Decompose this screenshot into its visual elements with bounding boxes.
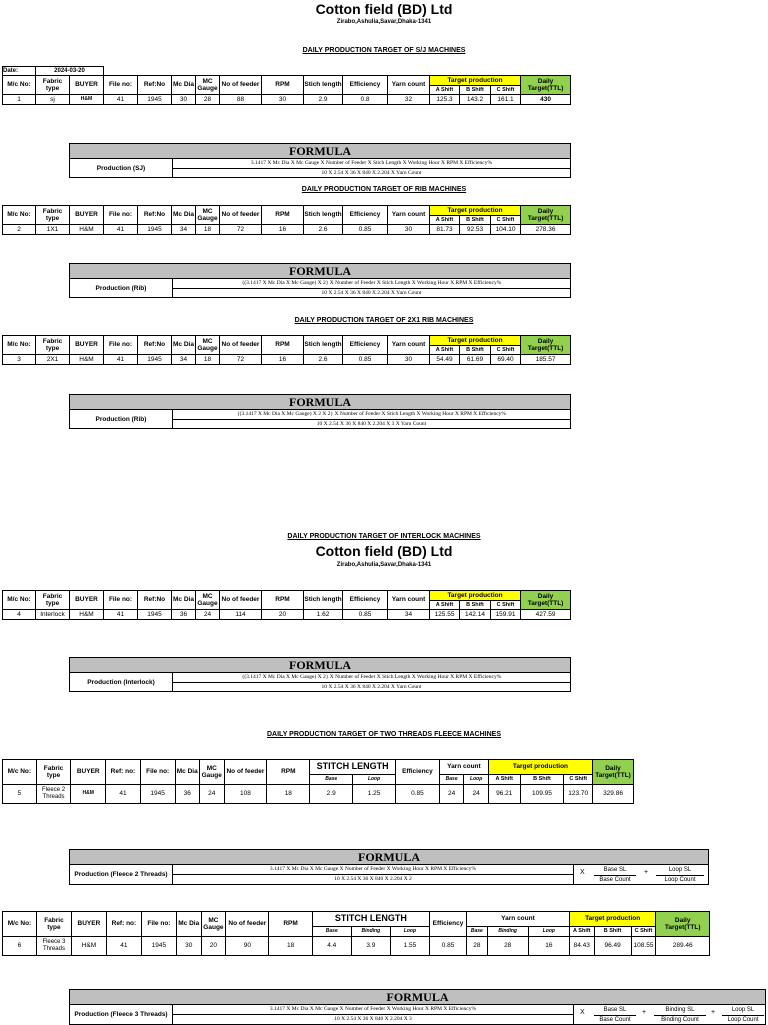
formula-numerator: {(3.1417 X Mc Dia X Mc Gauge) X 2} X Number of Feeder X Stich Length X Working Hour X RPM X Efficiency%: [241, 280, 502, 286]
hdr-efficiency: Efficiency: [430, 912, 467, 937]
cell-b-shift: 96.49: [594, 937, 631, 956]
formula-denominator: 10 X 2.54 X 36 X 840 X 2.204 X 3: [173, 1014, 573, 1024]
hdr-ref-no: Ref:No: [138, 206, 172, 225]
hdr-yc-loop: Loop: [528, 927, 569, 937]
formula-denominator: 10 X 2.54 X 36 X 840 X 2.204 X 3 X Yarn Count: [173, 419, 570, 429]
hdr-daily-target: Daily Target(TTL): [521, 76, 571, 95]
hdr-target-production: Target production: [488, 760, 592, 775]
hdr-mc-gauge: MC Gauge: [200, 760, 225, 785]
cell-a-shift: 84.43: [569, 937, 594, 956]
hdr-b-shift: B Shift: [460, 86, 491, 95]
hdr-c-shift: C Shift: [564, 775, 593, 785]
cell-buyer: H&M: [70, 355, 104, 365]
hdr-fabric-type: Fabric type: [36, 760, 71, 785]
formula-divider: [573, 1005, 574, 1024]
cell-ttl: 289.46: [656, 937, 710, 956]
hdr-target-production: Target production: [430, 591, 521, 601]
fleece3-formula-box: [69, 989, 766, 1025]
hdr-b-shift: B Shift: [460, 346, 491, 355]
company-address: Zirabo,Ashulia,Savar,Dhaka-1341: [336, 19, 432, 25]
hdr-a-shift: A Shift: [430, 216, 460, 225]
hdr-yarn-count: Yarn count: [388, 591, 430, 610]
cell-yc-binding: 28: [487, 937, 528, 956]
cell-mc-no: 2: [3, 225, 36, 235]
cell-a-shift: 81.73: [430, 225, 460, 235]
cell-feeder: 114: [220, 610, 262, 620]
table-row: [3, 355, 571, 365]
formula-loop-count: Loop Count: [656, 875, 704, 885]
hdr-mc-dia: Mc Dia: [172, 336, 196, 355]
formula-label: Production (Rib): [70, 279, 173, 297]
cell-eff: 0.85: [343, 225, 388, 235]
hdr-buyer: BUYER: [70, 76, 104, 95]
formula-numerator: {(3.1417 X Mc Dia X Mc Gauge) X 2} X Number of Feeder X Stich Length X Working Hour X RPM X Efficiency%: [241, 674, 502, 680]
hdr-sl-loop: Loop: [353, 775, 396, 785]
hdr-c-shift: C Shift: [491, 216, 521, 225]
hdr-efficiency: Efficiency: [396, 760, 440, 785]
interlock-production-table: [2, 590, 571, 620]
hdr-rpm: RPM: [262, 336, 304, 355]
cell-mc-no: 1: [3, 95, 36, 105]
cell-a-shift: 125.3: [430, 95, 460, 105]
hdr-stich-length: Stich length: [304, 336, 343, 355]
cell-buyer: H&M: [71, 937, 106, 956]
hdr-daily-target: Daily Target(TTL): [521, 591, 571, 610]
hdr-no-of-feeder: No of feeder: [224, 760, 267, 785]
cell-eff: 0.8: [343, 95, 388, 105]
fleece2-production-table: [2, 759, 634, 804]
rib2-section-title: DAILY PRODUCTION TARGET OF 2X1 RIB MACHINES: [294, 317, 474, 324]
cell-fabric: Interlock: [36, 610, 70, 620]
interlock-section-title: DAILY PRODUCTION TARGET OF INTERLOCK MACHINES: [287, 533, 481, 540]
hdr-buyer: BUYER: [71, 912, 106, 937]
cell-a-shift: 96.21: [488, 785, 520, 804]
formula-numerator: {(3.1417 X Mc Dia X Mc Gauge) X 2 X 2} X Number of Feeder X Stich Length X Working Hour X RPM X Efficiency%: [236, 411, 507, 417]
hdr-sl-loop: Loop: [390, 927, 429, 937]
formula-denominator: 10 X 2.54 X 36 X 840 X 2.204 X Yarn Count: [173, 288, 570, 298]
company-address-2: Zirabo,Ashulia,Savar,Dhaka-1341: [336, 562, 432, 568]
hdr-c-shift: C Shift: [491, 86, 521, 95]
cell-dia: 30: [172, 95, 196, 105]
date-value: 2024-03-20: [36, 67, 104, 76]
hdr-sl-binding: Binding: [351, 927, 390, 937]
cell-feeder: 72: [220, 225, 262, 235]
hdr-no-of-feeder: No of feeder: [220, 591, 262, 610]
hdr-buyer: BUYER: [71, 760, 106, 785]
cell-eff: 0.85: [396, 785, 440, 804]
cell-c-shift: 123.70: [564, 785, 593, 804]
hdr-yarn-count: Yarn count: [467, 912, 570, 927]
hdr-file-no: File no:: [104, 591, 138, 610]
hdr-mc-no: M/c No:: [3, 76, 36, 95]
hdr-c-shift: C Shift: [491, 346, 521, 355]
cell-sl: 2.6: [304, 355, 343, 365]
cell-sl: 2.6: [304, 225, 343, 235]
hdr-rpm: RPM: [267, 760, 310, 785]
formula-heading: FORMULA: [70, 658, 570, 673]
hdr-target-production: Target production: [430, 336, 521, 346]
hdr-ref-no: Ref:No: [138, 591, 172, 610]
cell-rpm: 18: [267, 785, 310, 804]
cell-mc-no: 6: [3, 937, 37, 956]
formula-label: Production (SJ): [70, 159, 173, 177]
hdr-mc-gauge: MC Gauge: [201, 912, 226, 937]
formula-denominator: 10 X 2.54 X 36 X 840 X 2.204 X Yarn Count: [173, 168, 570, 178]
cell-mc-no: 3: [3, 355, 36, 365]
hdr-mc-dia: Mc Dia: [172, 206, 196, 225]
formula-numerator: 3.1417 X Mc Dia X Mc Gauge X Number of Feeder X Working Hour X RPM X Efficiency%: [269, 1006, 477, 1012]
cell-gauge: 18: [196, 355, 220, 365]
formula-binding-sl: Binding SL: [665, 1007, 695, 1013]
hdr-daily-target: Daily Target(TTL): [521, 336, 571, 355]
hdr-rpm: RPM: [262, 591, 304, 610]
cell-c-shift: 159.91: [491, 610, 521, 620]
hdr-ref-no: Ref:No: [138, 76, 172, 95]
formula-label: Production (Fleece 3 Threads): [70, 1005, 173, 1024]
hdr-no-of-feeder: No of feeder: [220, 76, 262, 95]
formula-base-count: Base Count: [594, 875, 636, 885]
hdr-mc-dia: Mc Dia: [172, 76, 196, 95]
cell-c-shift: 69.40: [491, 355, 521, 365]
hdr-mc-dia: Mc Dia: [175, 760, 200, 785]
hdr-yc-loop: Loop: [464, 775, 489, 785]
cell-feeder: 88: [220, 95, 262, 105]
cell-c-shift: 108.55: [631, 937, 656, 956]
cell-b-shift: 61.69: [460, 355, 491, 365]
hdr-daily-target: Daily Target(TTL): [656, 912, 710, 937]
hdr-efficiency: Efficiency: [343, 591, 388, 610]
cell-rpm: 18: [269, 937, 312, 956]
fleece2-section-title: DAILY PRODUCTION TARGET OF TWO THREADS FLEECE MACHINES: [267, 731, 501, 738]
hdr-mc-no: M/c No:: [3, 760, 37, 785]
cell-ref-no: 41: [106, 785, 141, 804]
hdr-ref-no: Ref: no:: [106, 760, 141, 785]
hdr-buyer: BUYER: [70, 206, 104, 225]
hdr-mc-dia: Mc Dia: [176, 912, 201, 937]
hdr-daily-target: Daily Target(TTL): [521, 206, 571, 225]
hdr-rpm: RPM: [262, 76, 304, 95]
company-name-2: Cotton field (BD) Ltd: [315, 543, 453, 559]
formula-multiply: X: [580, 869, 585, 876]
formula-label: Production (Rib): [70, 410, 173, 428]
formula-numerator: 3.1417 X Mc Dia X Mc Gauge X Number of Feeder X Stich Length X Working Hour X RPM X Efficiency%: [250, 160, 493, 166]
table-row: [3, 610, 571, 620]
cell-file-no: 41: [104, 225, 138, 235]
cell-dia: 34: [172, 225, 196, 235]
hdr-sl-base: Base: [312, 927, 351, 937]
hdr-target-production: Target production: [430, 206, 521, 216]
date-label: Date:: [3, 67, 36, 76]
cell-a-shift: 125.55: [430, 610, 460, 620]
hdr-mc-no: M/c No:: [3, 206, 36, 225]
cell-fabric: 2X1: [36, 355, 70, 365]
hdr-no-of-feeder: No of feeder: [220, 336, 262, 355]
cell-yarn: 32: [388, 95, 430, 105]
cell-fabric: Fleece 2 Threads: [36, 785, 71, 804]
cell-gauge: 20: [201, 937, 226, 956]
table-row: [3, 785, 634, 804]
hdr-sl-base: Base: [310, 775, 353, 785]
cell-ttl: 185.57: [521, 355, 571, 365]
hdr-mc-gauge: MC Gauge: [196, 336, 220, 355]
cell-mc-no: 5: [3, 785, 37, 804]
cell-fabric: 1X1: [36, 225, 70, 235]
cell-rpm: 30: [262, 95, 304, 105]
hdr-file-no: File no:: [104, 206, 138, 225]
cell-yarn: 30: [388, 355, 430, 365]
formula-loop-count: Loop Count: [722, 1015, 764, 1025]
cell-b-shift: 143.2: [460, 95, 491, 105]
hdr-mc-no: M/c No:: [3, 912, 37, 937]
rib2-formula-box: [69, 394, 571, 429]
hdr-yc-binding: Binding: [487, 927, 528, 937]
cell-yc-base: 28: [467, 937, 488, 956]
hdr-yarn-count: Yarn count: [388, 76, 430, 95]
cell-sl-binding: 3.9: [351, 937, 390, 956]
cell-gauge: 24: [196, 610, 220, 620]
cell-fabric: Fleece 3 Threads: [36, 937, 71, 956]
hdr-file-no: File no:: [140, 760, 175, 785]
cell-buyer: H&M: [71, 785, 106, 804]
cell-ref-no: 1945: [138, 610, 172, 620]
hdr-a-shift: A Shift: [430, 86, 460, 95]
formula-heading: FORMULA: [70, 395, 570, 410]
formula-numerator: 3.1417 X Mc Dia X Mc Gauge X Number of Feeder X Working Hour X RPM X Efficiency%: [269, 866, 477, 872]
hdr-stitch-length: STITCH LENGTH: [312, 912, 429, 927]
hdr-mc-dia: Mc Dia: [172, 591, 196, 610]
formula-heading: FORMULA: [70, 990, 765, 1005]
cell-sl-loop: 1.25: [353, 785, 396, 804]
cell-fabric: sj: [36, 95, 70, 105]
hdr-c-shift: C Shift: [491, 601, 521, 610]
sj-section-title: DAILY PRODUCTION TARGET OF S/J MACHINES: [302, 47, 466, 54]
cell-sl: 1.62: [304, 610, 343, 620]
hdr-a-shift: A Shift: [430, 601, 460, 610]
hdr-ref-no: Ref: no:: [106, 912, 141, 937]
cell-eff: 0.85: [343, 610, 388, 620]
hdr-stich-length: Stich length: [304, 76, 343, 95]
cell-a-shift: 54.49: [430, 355, 460, 365]
cell-feeder: 72: [220, 355, 262, 365]
table-row: [3, 225, 571, 235]
hdr-stich-length: Stich length: [304, 206, 343, 225]
hdr-fabric-type: Fabric type: [36, 206, 70, 225]
cell-ref-no: 1945: [138, 225, 172, 235]
cell-sl-loop: 1.55: [390, 937, 429, 956]
hdr-yarn-count: Yarn count: [439, 760, 488, 775]
formula-plus: +: [642, 1009, 647, 1016]
hdr-file-no: File no:: [141, 912, 176, 937]
cell-ttl: 430: [521, 95, 571, 105]
hdr-a-shift: A Shift: [430, 346, 460, 355]
cell-eff: 0.85: [430, 937, 467, 956]
hdr-buyer: BUYER: [70, 591, 104, 610]
cell-yc-base: 24: [439, 785, 464, 804]
cell-file-no: 41: [104, 355, 138, 365]
hdr-yc-base: Base: [439, 775, 464, 785]
cell-gauge: 28: [196, 95, 220, 105]
formula-loop-sl: Loop SL: [731, 1007, 755, 1013]
formula-heading: FORMULA: [70, 850, 708, 865]
hdr-no-of-feeder: No of feeder: [220, 206, 262, 225]
cell-file-no: 1945: [140, 785, 175, 804]
cell-buyer: H&M: [70, 610, 104, 620]
table-row: [3, 937, 710, 956]
hdr-mc-gauge: MC Gauge: [196, 591, 220, 610]
formula-denominator: 10 X 2.54 X 36 X 840 X 2.204 X 2: [173, 874, 573, 884]
cell-feeder: 108: [224, 785, 267, 804]
cell-buyer: H&M: [70, 225, 104, 235]
formula-heading: FORMULA: [70, 144, 570, 159]
formula-base-sl: Base SL: [603, 867, 627, 873]
cell-dia: 30: [176, 937, 201, 956]
hdr-no-of-feeder: No of feeder: [226, 912, 269, 937]
company-name: Cotton field (BD) Ltd: [315, 1, 453, 17]
hdr-yarn-count: Yarn count: [388, 206, 430, 225]
hdr-ref-no: Ref:No: [138, 336, 172, 355]
cell-rpm: 16: [262, 225, 304, 235]
hdr-efficiency: Efficiency: [343, 76, 388, 95]
cell-mc-no: 4: [3, 610, 36, 620]
sj-production-table: [2, 75, 571, 105]
hdr-target-production: Target production: [430, 76, 521, 86]
hdr-mc-no: M/c No:: [3, 591, 36, 610]
cell-file-no: 41: [104, 95, 138, 105]
hdr-mc-no: M/c No:: [3, 336, 36, 355]
formula-label: Production (Fleece 2 Threads): [70, 865, 173, 884]
formula-divider: [573, 865, 574, 884]
fleece2-formula-box: [69, 849, 709, 885]
formula-base-sl: Base SL: [603, 1007, 627, 1013]
hdr-a-shift: A Shift: [488, 775, 520, 785]
hdr-efficiency: Efficiency: [343, 206, 388, 225]
cell-sl-base: 2.9: [310, 785, 353, 804]
hdr-stich-length: Stich length: [304, 591, 343, 610]
cell-dia: 34: [172, 355, 196, 365]
hdr-yarn-count: Yarn count: [388, 336, 430, 355]
cell-rpm: 16: [262, 355, 304, 365]
hdr-fabric-type: Fabric type: [36, 76, 70, 95]
hdr-target-production: Target production: [569, 912, 655, 927]
cell-c-shift: 104.10: [491, 225, 521, 235]
cell-gauge: 18: [196, 225, 220, 235]
hdr-mc-gauge: MC Gauge: [196, 76, 220, 95]
formula-binding-count: Binding Count: [654, 1015, 706, 1025]
hdr-rpm: RPM: [262, 206, 304, 225]
rib-formula-box: [69, 263, 571, 298]
hdr-b-shift: B Shift: [594, 927, 631, 937]
formula-heading: FORMULA: [70, 264, 570, 279]
interlock-formula-box: [69, 657, 571, 692]
cell-eff: 0.85: [343, 355, 388, 365]
cell-ttl: 278.36: [521, 225, 571, 235]
hdr-yc-base: Base: [467, 927, 488, 937]
hdr-a-shift: A Shift: [569, 927, 594, 937]
hdr-efficiency: Efficiency: [343, 336, 388, 355]
cell-dia: 36: [172, 610, 196, 620]
cell-file-no: 1945: [141, 937, 176, 956]
cell-ttl: 427.59: [521, 610, 571, 620]
cell-yarn: 30: [388, 225, 430, 235]
cell-yc-loop: 16: [528, 937, 569, 956]
cell-sl-base: 4.4: [312, 937, 351, 956]
hdr-daily-target: Daily Target(TTL): [593, 760, 634, 785]
cell-yarn: 34: [388, 610, 430, 620]
rib-section-title: DAILY PRODUCTION TARGET OF RIB MACHINES: [301, 186, 467, 193]
cell-yc-loop: 24: [464, 785, 489, 804]
cell-b-shift: 92.53: [460, 225, 491, 235]
cell-ref-no: 1945: [138, 355, 172, 365]
cell-ref-no: 1945: [138, 95, 172, 105]
hdr-b-shift: B Shift: [460, 601, 491, 610]
hdr-fabric-type: Fabric type: [36, 912, 71, 937]
hdr-fabric-type: Fabric type: [36, 336, 70, 355]
formula-label: Production (Interlock): [70, 673, 173, 691]
hdr-buyer: BUYER: [70, 336, 104, 355]
hdr-file-no: File no:: [104, 76, 138, 95]
formula-denominator: 10 X 2.54 X 36 X 840 X 2.204 X Yarn Count: [173, 682, 570, 692]
hdr-fabric-type: Fabric type: [36, 591, 70, 610]
hdr-b-shift: B Shift: [460, 216, 491, 225]
formula-multiply: X: [580, 1009, 585, 1016]
cell-rpm: 20: [262, 610, 304, 620]
cell-buyer: H&M: [70, 95, 104, 105]
table-row: [3, 95, 571, 105]
cell-feeder: 90: [226, 937, 269, 956]
hdr-mc-gauge: MC Gauge: [196, 206, 220, 225]
hdr-rpm: RPM: [269, 912, 312, 937]
cell-dia: 36: [175, 785, 200, 804]
cell-ref-no: 41: [106, 937, 141, 956]
formula-base-count: Base Count: [594, 1015, 636, 1025]
formula-plus: +: [644, 869, 649, 876]
rib-production-table: [2, 205, 571, 235]
cell-file-no: 41: [104, 610, 138, 620]
cell-ttl: 329.86: [593, 785, 634, 804]
formula-loop-sl: Loop SL: [668, 867, 692, 873]
cell-b-shift: 142.14: [460, 610, 491, 620]
cell-gauge: 24: [200, 785, 225, 804]
formula-plus-2: +: [711, 1009, 716, 1016]
cell-sl: 2.9: [304, 95, 343, 105]
cell-c-shift: 161.1: [491, 95, 521, 105]
hdr-b-shift: B Shift: [520, 775, 564, 785]
hdr-file-no: File no:: [104, 336, 138, 355]
sj-formula-box: [69, 143, 571, 178]
rib2-production-table: [2, 335, 571, 365]
fleece3-production-table: [2, 911, 710, 956]
hdr-c-shift: C Shift: [631, 927, 656, 937]
hdr-stitch-length: STITCH LENGTH: [310, 760, 396, 775]
cell-b-shift: 109.95: [520, 785, 564, 804]
